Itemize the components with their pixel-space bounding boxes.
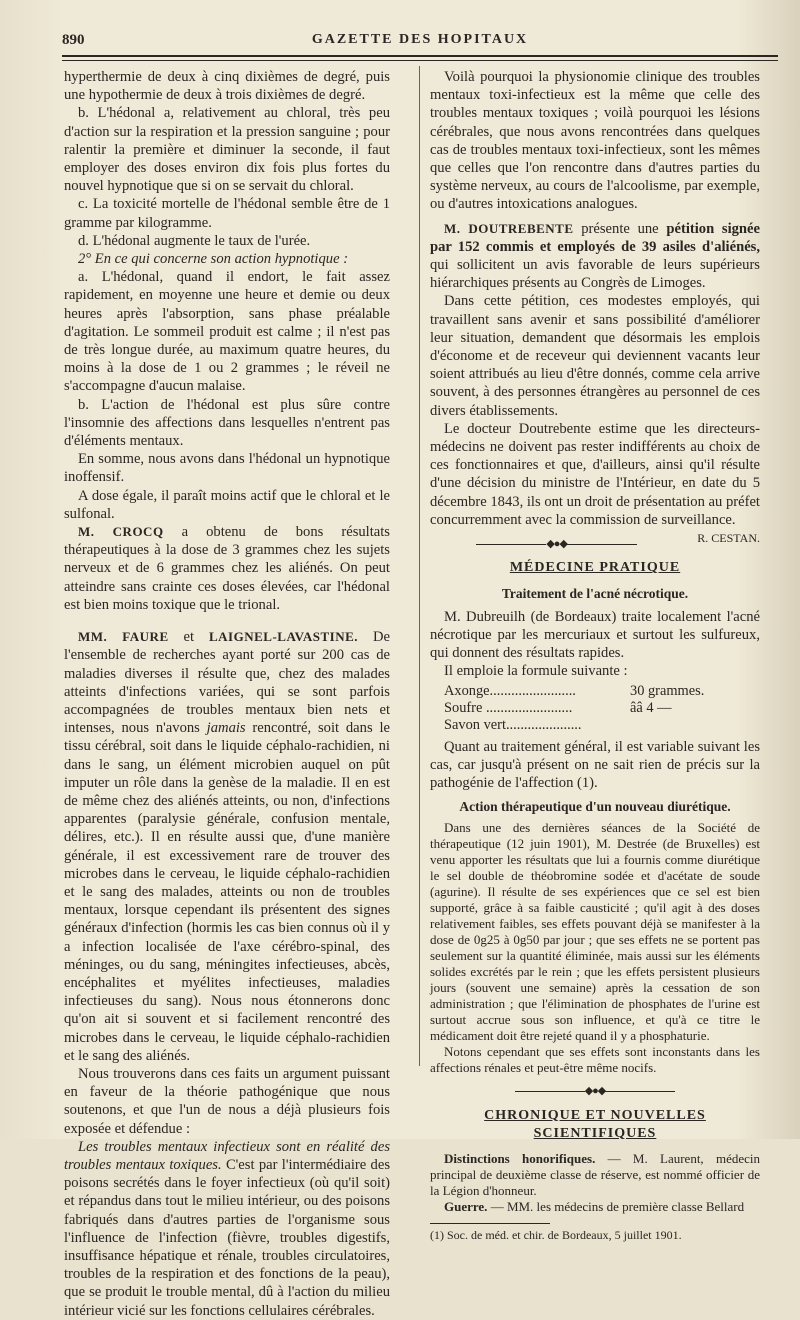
paragraph (64, 523, 390, 614)
paragraph: En somme, nous avons dans l'hédonal un hypnotique inoffensif. (64, 451, 390, 486)
author-name: M. CROCQ (78, 524, 164, 540)
column-divider (419, 66, 420, 1066)
paragraph (64, 628, 390, 1065)
paragraph-text: — M. Laurent, médecin principal de deuxième classe de réserve, est nommé officier de la Légion d'honneur. (430, 1150, 760, 1198)
paragraph: a. L'hédonal, quand il endort, le fait assez rapidement, en moyenne une heure et demie ou deux heures après l'absorption, sans phase préalable d'agitation. Le sommeil produit est calme ; il n'est pas de très longue durée, au maximum quatre heures, du moins à la dose de 1 ou 2 grammes ; le réveil ne s'accompagne d'aucun malaise. (64, 269, 390, 395)
ingredient: Savon vert..................... (444, 716, 582, 733)
ingredient: Soufre ........................ (444, 699, 573, 716)
formula-row (444, 717, 760, 734)
emphasis: Distinctions honorifiques. (444, 1150, 596, 1166)
article-title: Traitement de l'acné nécrotique. (501, 586, 689, 602)
paragraph: d. L'hédonal augmente le taux de l'urée. (78, 232, 311, 249)
paragraph (430, 420, 760, 546)
emphasis: jamais (206, 720, 246, 737)
ingredient: Axonge........................ (444, 682, 576, 699)
paragraph: Nous trouverons dans ces faits un argument puissant en faveur de la théorie pathogénique que nous soutenons, et que l'un de nous a déjà plusieurs fois exposée et défendue : (64, 1065, 390, 1137)
section-title: CHRONIQUE ET NOUVELLES SCIENTIFIQUES (484, 1107, 706, 1141)
signature: R. CESTAN. (697, 531, 760, 546)
formula-row (444, 683, 760, 700)
paragraph (430, 1151, 760, 1199)
paragraph-text: a obtenu de bons résultats thérapeutiques à la dose de 3 grammes chez les sujets nerveux et de 6 grammes chez les aliénés. On peut atteindre sans crainte ces doses élevées, car l'hédonal est bien moins toxique que le trional. (64, 524, 390, 613)
paragraph-text: De l'ensemble de recherches ayant porté sur 200 cas de maladies diverses il résulte que, chez des malades atteints d'infections variées, qui se sont parfois accompagnées de troubles mentaux bien nets et intenses, nous n'avons (64, 629, 390, 737)
quantity: 30 grammes. (630, 682, 705, 699)
section-title: MÉDECINE PRATIQUE (509, 560, 681, 576)
running-title: GAZETTE DES HOPITAUX (311, 32, 529, 47)
paragraph-heading: 2° En ce qui concerne son action hypnotique : (78, 251, 349, 268)
quantity: ââ 4 — (630, 699, 672, 716)
emphasis: Guerre. (444, 1198, 488, 1214)
formula-row (444, 700, 760, 717)
footnote-rule (430, 1223, 550, 1224)
paragraph-text: présente une (573, 220, 667, 237)
paragraph: A dose égale, il paraît moins actif que le chloral et le sulfonal. (64, 487, 390, 522)
right-column (430, 68, 760, 1243)
section-ornament: ◆●◆ (430, 1082, 760, 1100)
formula (444, 683, 760, 734)
paragraph-text: et (168, 629, 209, 646)
paragraph: Dans une des dernières séances de la Société de thérapeutique (12 juin 1901), M. Destrée (de Bruxelles) est venu apporter les résultats que lui a fournis comme diurétique le sel double de théobromine sodée et d'acétate de soude (agurine). Il résulte de ses expériences que ce sel est bien supporté, grâce à sa faible causticité ; qu'il agit à des doses relativement faibles, ses effets pouvant déjà se manifester à la dose de 0g25 à 0g50 par jour ; que ses effets ne se portent pas seulement sur la quantité éliminée, mais aussi sur les éléments solides excrétés par le rein ; que les effets persistent plusieurs jours (souvent une semaine) après la cessation de son administration ; que l'élimination de phosphates de l'urine est surtout accrue sous son influence, et qu'à ce titre le médicament doit être rejeté quand il y a phosphaturie. (430, 820, 760, 1044)
paragraph: hyperthermie de deux à cinq dixièmes de degré, puis une hypothermie de deux à trois dixièmes de degré. (64, 69, 390, 104)
paragraph-text: rencontré, soit dans le tissu cérébral, soit dans le liquide céphalo-rachidien, ni dans le sang, un élément microbien auquel on pût imputer un rôle dans la genèse de la maladie. Il en est de même chez des aliénés atteints, ou non, d'infections apparentes (paralysie générale, confusion mentale, délires, etc.). Il en résulte aussi que, d'une manière générale, il est excessivement rare de trouver des microbes dans le cerveau, le liquide céphalo-rachidien et le sang des malades, atteints ou non de troubles mentaux, lorsque cependant ils présentent des signes généraux d'infection (hormis les cas bien connus où il y a infection localisée de l'axe cérébro-spinal, des méninges, ou du sang, méningites infectieuses, abcès, encéphalites et myélites infectieuses, maladies infectieuses du sang). Nous nous étonnerons donc qu'on ait si souvent et si facilement rencontré des microbes dans le cerveau, le liquide céphalo-rachidien et le sang des aliénés. (64, 720, 390, 1064)
paragraph-text: — MM. les médecins de première classe Bellard (487, 1198, 745, 1214)
article-title: Action thérapeutique d'un nouveau diurétique. (459, 799, 731, 815)
header-rule-thin (62, 60, 778, 61)
paragraph: c. La toxicité mortelle de l'hédonal semble être de 1 gramme par kilogramme. (64, 196, 390, 231)
paragraph: Notons cependant que ses effets sont inconstants dans les affections rénales et peut-être même nocifs. (430, 1044, 760, 1076)
paragraph (430, 1199, 760, 1215)
paragraph: b. L'action de l'hédonal est plus sûre contre l'insomnie des affections dans lesquelles n'entrent pas d'éléments mentaux. (64, 396, 390, 450)
page-number: 890 (62, 32, 85, 48)
author-name: MM. FAURE (78, 629, 169, 645)
author-name: M. DOUTREBENTE (444, 220, 574, 236)
emphasis: Les troubles mentaux infectieux sont en réalité des troubles mentaux toxiques. (64, 1138, 390, 1173)
paragraph-text: Le docteur Doutrebente estime que les directeurs-médecins ne doivent pas rester indifférents au choix de ces fonctionnaires et que, d'ailleurs, ainsi qu'il résulte d'une décision du ministre de l'Intérieur, en date du 5 décembre 1843, ils ont un droit de présentation au préfet concurremment avec la commission de surveillance. (430, 420, 760, 528)
paragraph: b. L'hédonal a, relativement au chloral, très peu d'action sur la respiration et la pression sanguine ; pour ralentir la première et diminuer la seconde, il faut employer des doses environ dix fois plus fortes du nouvel hypnotique que si on se servait du chloral. (64, 105, 390, 195)
paragraph (64, 1138, 390, 1320)
paragraph: Voilà pourquoi la physionomie clinique des troubles mentaux toxi-infectieux est la même que celle des troubles mentaux toxiques ; voilà pourquoi les lésions cérébrales, que nous avons rencontrées dans quelques cas de troubles mentaux toxi-infectieux, sont les mêmes que celles que l'on rencontre dans d'autres parties du système nerveux, au cours de l'alcoolisme, par exemple, ou d'autres intoxications analogues. (430, 69, 760, 213)
spacer (64, 614, 390, 628)
section-ornament: ◆●◆ (430, 535, 760, 553)
paragraph: M. Dubreuilh (de Bordeaux) traite localement l'acné nécrotique par les mercuriaux et surtout les sulfureux, qui donnent des résultats rapides. (430, 608, 760, 662)
paragraph: Il emploie la formule suivante : (444, 663, 628, 680)
paragraph: Quant au traitement général, il est variable suivant les cas, car jusqu'à présent on ne sait rien de précis sur la pathogénie de l'affection (1). (430, 738, 760, 791)
paragraph-text: C'est par l'intermédiaire des poisons secrétés dans le foyer infectieux (où qu'il soit) et répandus dans tout le milieu intérieur, ou des poisons fabriqués dans d'autres parties de l'organisme sous l'influence de l'infection (fièvre, troubles digestifs, insuffisance hépatique et rénale, troubles circulatoires, troubles de la respiration et des fonctions de la peau), que se produit le trouble mental, dû à l'action du milieu intérieur vicié sur les fonctions cellulaires cérébrales. (64, 1156, 390, 1319)
page-header (62, 30, 778, 52)
paragraph-text: qui sollicitent un avis favorable de leurs supérieurs hiérarchiques présents au Congrès de Limoges. (430, 257, 760, 292)
author-name: LAIGNEL-LAVASTINE. (209, 629, 359, 645)
paragraph: Dans cette pétition, ces modestes employés, qui travaillent sans avenir et sans possibilité d'améliorer leur situation, demandent que désormais les emplois d'économe et de receveur qui deviennent vacants leur soient attribués au lieu d'être donnés, comme cela arrive souvent, à des personnes étrangères au personnel de ces divers établissements. (430, 293, 760, 419)
emphasis: pétition signée par 152 commis et employés de 39 asiles d'aliénés, (430, 220, 761, 255)
footnote: (1) Soc. de méd. et chir. de Bordeaux, 5 juillet 1901. (430, 1227, 682, 1242)
left-column (64, 68, 390, 1320)
header-rule (62, 55, 778, 57)
paragraph (430, 220, 760, 293)
